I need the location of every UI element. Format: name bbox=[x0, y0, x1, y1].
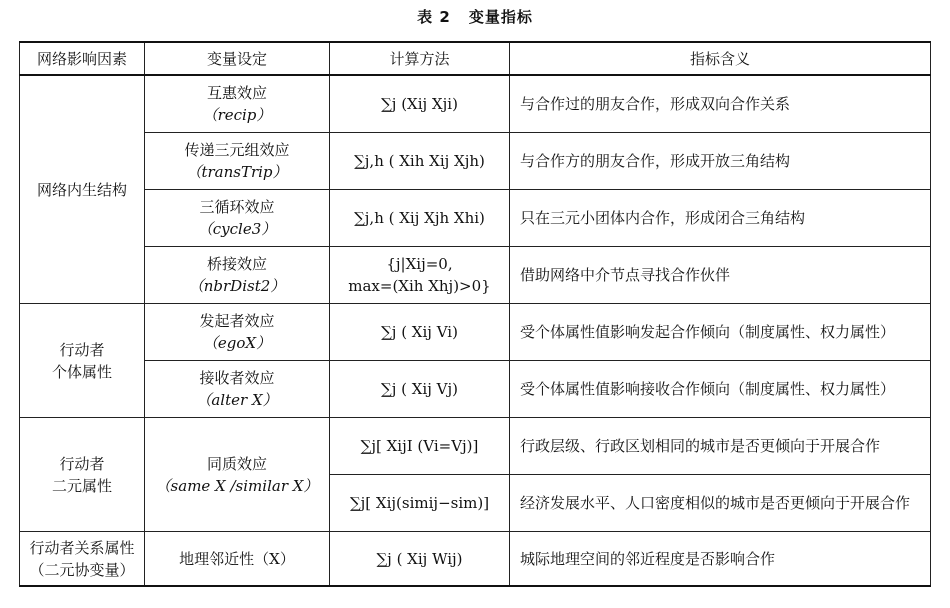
formula-cell bbox=[330, 247, 510, 304]
variable-code: （cycle3） bbox=[197, 220, 277, 238]
caption-title: 变量指标 bbox=[468, 8, 533, 26]
table-row bbox=[20, 190, 931, 247]
formula-cell: ∑j ( Xij Vj) bbox=[330, 361, 510, 418]
group-line: （二元协变量） bbox=[29, 560, 135, 579]
formula-cell: ∑j ( Xij Wij) bbox=[330, 532, 510, 587]
formula-cell: ∑j[ Xij(simij−sim)] bbox=[330, 475, 510, 532]
group-line: 行动者 bbox=[59, 454, 105, 473]
variable-name: 互惠效应 bbox=[206, 84, 267, 102]
variable-cell bbox=[145, 190, 330, 247]
formula-line: max=(Xih Xhj)>0} bbox=[348, 277, 491, 295]
variable-table bbox=[19, 41, 931, 587]
variable-code: （egoX） bbox=[202, 334, 272, 352]
formula-cell: ∑j,h ( Xij Xjh Xhi) bbox=[330, 190, 510, 247]
group-line: 行动者关系属性 bbox=[29, 538, 135, 557]
table-row bbox=[20, 304, 931, 361]
group-network: 网络内生结构 bbox=[20, 75, 145, 304]
group-dyad bbox=[20, 418, 145, 532]
formula-cell: ∑j,h ( Xih Xij Xjh) bbox=[330, 133, 510, 190]
table-row bbox=[20, 361, 931, 418]
meaning-cell: 只在三元小团体内合作，形成闭合三角结构 bbox=[510, 190, 931, 247]
variable-code: （recip） bbox=[202, 106, 272, 124]
table-row bbox=[20, 532, 931, 587]
variable-name: 桥接效应 bbox=[206, 255, 267, 273]
variable-name: 接收者效应 bbox=[199, 369, 275, 387]
variable-cell bbox=[145, 361, 330, 418]
formula-cell: ∑j ( Xij Vi) bbox=[330, 304, 510, 361]
variable-cell bbox=[145, 304, 330, 361]
meaning-cell: 经济发展水平、人口密度相似的城市是否更倾向于开展合作 bbox=[510, 475, 931, 532]
variable-name: 发起者效应 bbox=[199, 312, 275, 330]
variable-code: （transTrip） bbox=[186, 163, 288, 181]
meaning-cell: 与合作方的朋友合作，形成开放三角结构 bbox=[510, 133, 931, 190]
group-relation bbox=[20, 532, 145, 587]
variable-cell bbox=[145, 418, 330, 532]
variable-name: 同质效应 bbox=[206, 454, 267, 473]
formula-line: {j|Xij=0, bbox=[386, 255, 453, 273]
formula-cell: ∑j[ XijI (Vi=Vj)] bbox=[330, 418, 510, 475]
meaning-cell: 受个体属性值影响发起合作倾向（制度属性、权力属性） bbox=[510, 304, 931, 361]
meaning-cell: 城际地理空间的邻近程度是否影响合作 bbox=[510, 532, 931, 587]
header-variable: 变量设定 bbox=[145, 42, 330, 75]
group-line: 二元属性 bbox=[51, 476, 112, 495]
variable-code: （alter X） bbox=[196, 391, 278, 409]
variable-cell bbox=[145, 247, 330, 304]
meaning-cell: 行政层级、行政区划相同的城市是否更倾向于开展合作 bbox=[510, 418, 931, 475]
header-method: 计算方法 bbox=[330, 42, 510, 75]
group-actor bbox=[20, 304, 145, 418]
group-line: 个体属性 bbox=[51, 362, 112, 381]
variable-name: 三循环效应 bbox=[199, 198, 275, 216]
variable-code: （same X /similar X） bbox=[155, 476, 319, 495]
header-factor: 网络影响因素 bbox=[20, 42, 145, 75]
table-caption bbox=[0, 6, 950, 27]
table-row bbox=[20, 247, 931, 304]
variable-name: 地理邻近性（X） bbox=[145, 532, 330, 587]
group-line: 行动者 bbox=[59, 340, 105, 359]
table-row bbox=[20, 133, 931, 190]
caption-number: 表 2 bbox=[417, 8, 451, 26]
variable-cell bbox=[145, 133, 330, 190]
variable-cell bbox=[145, 75, 330, 133]
table-row bbox=[20, 75, 931, 133]
meaning-cell: 与合作过的朋友合作，形成双向合作关系 bbox=[510, 75, 931, 133]
header-meaning: 指标含义 bbox=[510, 42, 931, 75]
table-row bbox=[20, 418, 931, 475]
meaning-cell: 受个体属性值影响接收合作倾向（制度属性、权力属性） bbox=[510, 361, 931, 418]
variable-code: （nbrDist2） bbox=[188, 277, 286, 295]
variable-name: 传递三元组效应 bbox=[184, 141, 290, 159]
header-row bbox=[20, 42, 931, 75]
meaning-cell: 借助网络中介节点寻找合作伙伴 bbox=[510, 247, 931, 304]
formula-cell: ∑j (Xij Xji) bbox=[330, 75, 510, 133]
